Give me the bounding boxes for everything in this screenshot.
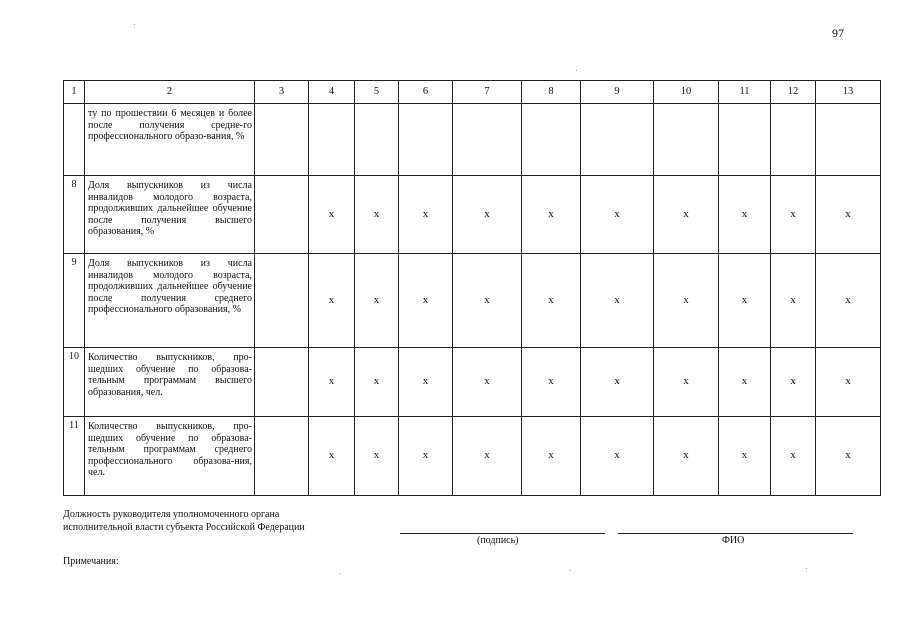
table-cell: x — [522, 254, 581, 348]
table-cell: x — [654, 348, 719, 417]
scan-speck — [570, 570, 571, 571]
table-cell: x — [522, 417, 581, 496]
column-header: 2 — [85, 81, 255, 104]
table-cell: x — [719, 176, 771, 254]
fio-label: ФИО — [722, 535, 745, 546]
column-header: 4 — [309, 81, 355, 104]
row-description: Количество выпускников, про-шедших обучение по образова-тельным программам высшего образования, чел. — [85, 348, 255, 417]
table-row — [64, 104, 881, 176]
table-cell: x — [522, 176, 581, 254]
table-row — [64, 176, 881, 254]
table-cell: x — [771, 348, 816, 417]
table-cell: x — [309, 254, 355, 348]
signature-label: (подпись) — [477, 535, 519, 546]
table-cell: x — [581, 417, 654, 496]
table-cell: x — [816, 417, 881, 496]
table-cell: x — [309, 417, 355, 496]
table-cell: x — [654, 417, 719, 496]
fio-line — [618, 533, 853, 534]
table-cell: x — [355, 417, 399, 496]
table-cell: x — [453, 254, 522, 348]
table-cell: x — [399, 348, 453, 417]
row-number: 9 — [64, 254, 85, 348]
table-cell — [453, 104, 522, 176]
table-cell — [255, 254, 309, 348]
table-row — [64, 254, 881, 348]
row-number — [64, 104, 85, 176]
table-cell: x — [522, 348, 581, 417]
row-description: Доля выпускников из числа инвалидов молодого возраста, продолживших дальнейшее обучение после получения высшего образования, % — [85, 176, 255, 254]
table-cell: x — [453, 176, 522, 254]
table-cell: x — [719, 417, 771, 496]
table-cell — [255, 104, 309, 176]
row-description: Доля выпускников из числа инвалидов молодого возраста, продолживших дальнейшее обучение после получения среднего профессионального образования, % — [85, 254, 255, 348]
table-cell — [771, 104, 816, 176]
table-cell: x — [399, 254, 453, 348]
row-number: 11 — [64, 417, 85, 496]
table-cell: x — [654, 176, 719, 254]
official-position-line-2: исполнительной власти субъекта Российской Федерации — [63, 522, 305, 533]
table-cell: x — [309, 176, 355, 254]
table-cell: x — [816, 348, 881, 417]
table-cell: x — [771, 417, 816, 496]
column-header: 9 — [581, 81, 654, 104]
table-cell — [255, 417, 309, 496]
table-cell: x — [816, 176, 881, 254]
table-cell: x — [771, 176, 816, 254]
signature-line — [400, 533, 605, 534]
column-header: 11 — [719, 81, 771, 104]
column-header: 12 — [771, 81, 816, 104]
column-header: 5 — [355, 81, 399, 104]
data-table — [63, 80, 881, 496]
table-cell — [399, 104, 453, 176]
row-description: ту по прошествии 6 месяцев и более после получения средне-го профессионального образо-вания, % — [85, 104, 255, 176]
table-cell — [581, 104, 654, 176]
table-row — [64, 348, 881, 417]
table-cell: x — [654, 254, 719, 348]
table-cell — [255, 176, 309, 254]
column-header: 6 — [399, 81, 453, 104]
column-header: 8 — [522, 81, 581, 104]
scan-speck — [339, 573, 340, 574]
table-cell — [719, 104, 771, 176]
table-cell: x — [771, 254, 816, 348]
table-cell: x — [816, 254, 881, 348]
table-cell — [309, 104, 355, 176]
column-header: 1 — [64, 81, 85, 104]
column-header: 13 — [816, 81, 881, 104]
column-header: 7 — [453, 81, 522, 104]
scan-speck — [134, 24, 135, 25]
table-cell — [255, 348, 309, 417]
table-header-row — [64, 81, 881, 104]
table-cell: x — [719, 348, 771, 417]
table-cell: x — [355, 176, 399, 254]
row-number: 8 — [64, 176, 85, 254]
table-cell: x — [581, 254, 654, 348]
notes-label: Примечания: — [63, 556, 119, 567]
table-row — [64, 417, 881, 496]
official-position-line-1: Должность руководителя уполномоченного органа — [63, 509, 280, 520]
table-cell: x — [453, 417, 522, 496]
table-cell: x — [355, 254, 399, 348]
table-cell: x — [581, 176, 654, 254]
column-header: 3 — [255, 81, 309, 104]
table-cell: x — [399, 176, 453, 254]
table-cell: x — [719, 254, 771, 348]
row-number: 10 — [64, 348, 85, 417]
table-cell: x — [309, 348, 355, 417]
table-cell: x — [399, 417, 453, 496]
table-cell — [816, 104, 881, 176]
scan-speck — [576, 70, 577, 71]
column-header: 10 — [654, 81, 719, 104]
table-cell: x — [453, 348, 522, 417]
row-description: Количество выпускников, про-шедших обучение по образова-тельным программам среднего профессионального образова-ния, чел. — [85, 417, 255, 496]
table-cell: x — [355, 348, 399, 417]
table-cell — [654, 104, 719, 176]
table-cell — [355, 104, 399, 176]
table-cell — [522, 104, 581, 176]
page-number: 97 — [832, 26, 844, 40]
table-cell: x — [581, 348, 654, 417]
scan-speck — [806, 568, 807, 569]
